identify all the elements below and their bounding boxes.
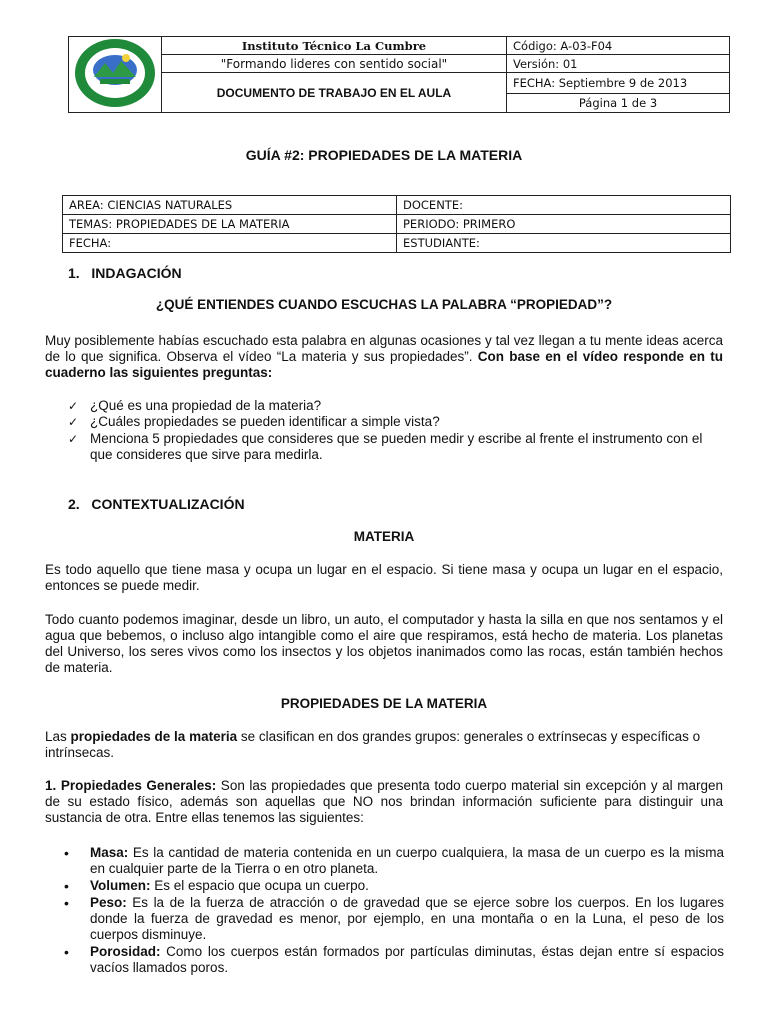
- date-cell: FECHA: Septiembre 9 de 2013: [507, 73, 730, 94]
- check-icon: ✓: [68, 415, 79, 429]
- section-1-intro: [45, 333, 723, 381]
- list-item: [64, 845, 724, 877]
- bold-text-run: 1. Propiedades Generales:: [45, 778, 217, 793]
- period-cell: PERIODO: PRIMERO: [397, 215, 731, 234]
- materia-definition: Es todo aquello que tiene masa y ocupa un lugar en el espacio. Si tiene masa y ocupa un lugar en el espacio, entonces se puede medir.: [45, 562, 723, 593]
- bullet-term: Peso:: [90, 895, 127, 910]
- section-2-heading: [68, 496, 245, 512]
- list-item: [68, 398, 728, 414]
- question-text: Menciona 5 propiedades que consideres que se pueden medir y escribe al frente el instrumento con el que consideres que sirve para medirla.: [90, 431, 703, 462]
- institution-name: Instituto Técnico La Cumbre: [162, 37, 507, 55]
- school-logo-icon: [72, 37, 158, 109]
- bullet-text: Como los cuerpos están formados por partículas diminutas, éstas dejan entre sí espacios vacíos llamados poros.: [90, 944, 724, 975]
- section-number: 1.: [68, 265, 80, 281]
- text-run: Las: [45, 729, 71, 744]
- section-1-question: ¿QUÉ ENTIENDES CUANDO ESCUCHAS LA PALABRA “PROPIEDAD”?: [155, 297, 613, 312]
- motto-cell: "Formando lideres con sentido social": [162, 55, 507, 73]
- materia-paragraph: Todo cuanto podemos imaginar, desde un libro, un auto, el computador y hasta la silla en que nos sentamos y el agua que bebemos, o incluso algo intangible como el aire que respiramos, está hecho de materia. Los planetas del Universo, los seres vivos como los insectos y los objetos inanimados como las rocas, están también hechos de materia.: [45, 612, 723, 675]
- list-item: [64, 878, 724, 894]
- table-row: [63, 215, 731, 234]
- document-header: [68, 36, 730, 110]
- bullet-term: Volumen:: [90, 878, 151, 893]
- teacher-cell: DOCENTE:: [397, 196, 731, 215]
- page-cell: Página 1 de 3: [507, 94, 730, 113]
- bullet-icon: •: [64, 944, 69, 960]
- text-run: Son las propiedades que presenta todo cuerpo material sin excepción y al margen de su estado físico, además son aquellas que NO nos brindan información suficiente para distinguir una sustancia de otra. Entre ellas tenemos las siguientes:: [45, 778, 723, 825]
- code-cell: Código: A-03-F04: [507, 37, 730, 55]
- table-row: [63, 196, 731, 215]
- bold-text-run: propiedades de la materia: [70, 729, 238, 744]
- properties-heading: PROPIEDADES DE LA MATERIA: [280, 696, 488, 711]
- section-1-heading: [68, 265, 182, 281]
- list-item: [64, 895, 724, 943]
- bullet-text: Es la cantidad de materia contenida en un cuerpo cualquiera, la masa de un cuerpo es la misma en cualquier parte de la Tierra o en otro planeta.: [90, 845, 724, 876]
- question-text: ¿Cuáles propiedades se pueden identificar a simple vista?: [90, 414, 440, 429]
- intro-bold-text: Con base en el vídeo responde en tu cuaderno las siguientes preguntas:: [45, 349, 723, 380]
- bullet-icon: •: [64, 895, 69, 911]
- logo-cell: [69, 37, 162, 113]
- general-properties-paragraph: [45, 778, 723, 826]
- intro-text: Muy posiblemente habías escuchado esta palabra en algunas ocasiones y tal vez llegan a tu mente ideas acerca de lo que significa. Observa el vídeo “La materia y sus propiedades”.: [45, 333, 723, 364]
- info-table: [62, 195, 731, 253]
- check-icon: ✓: [68, 432, 79, 446]
- bullet-term: Porosidad:: [90, 944, 161, 959]
- section-title: CONTEXTUALIZACIÓN: [91, 496, 245, 512]
- guide-title: GUÍA #2: PROPIEDADES DE LA MATERIA: [245, 147, 523, 163]
- topics-cell: TEMAS: PROPIEDADES DE LA MATERIA: [63, 215, 397, 234]
- document-title-cell: DOCUMENTO DE TRABAJO EN EL AULA: [162, 73, 507, 113]
- section-title: INDAGACIÓN: [91, 265, 182, 281]
- list-item: [68, 431, 728, 463]
- student-cell: ESTUDIANTE:: [397, 234, 731, 253]
- section-number: 2.: [68, 496, 80, 512]
- text-run: se clasifican en dos grandes grupos: generales o extrínsecas y específicas o intrínsecas.: [45, 729, 701, 760]
- area-cell: AREA: CIENCIAS NATURALES: [63, 196, 397, 215]
- check-icon: ✓: [68, 399, 79, 413]
- bullet-icon: •: [64, 878, 69, 894]
- bullet-term: Masa:: [90, 845, 129, 860]
- properties-intro: [45, 729, 723, 761]
- list-item: [64, 944, 724, 976]
- question-text: ¿Qué es una propiedad de la materia?: [90, 398, 322, 413]
- bullet-icon: •: [64, 845, 69, 861]
- header-table: [68, 36, 730, 113]
- bullet-text: Es el espacio que ocupa un cuerpo.: [150, 878, 369, 893]
- list-item: [68, 414, 728, 430]
- table-row: [63, 234, 731, 253]
- date-field-cell: FECHA:: [63, 234, 397, 253]
- bullet-text: Es la de la fuerza de atracción o de gravedad que se ejerce sobre los cuerpos. En los lugares donde la fuerza de gravedad es menor, por ejemplo, en una montaña o en la Luna, el peso de los cuerpos disminuye.: [90, 895, 724, 942]
- version-cell: Versión: 01: [507, 55, 730, 73]
- materia-heading: MATERIA: [353, 529, 415, 544]
